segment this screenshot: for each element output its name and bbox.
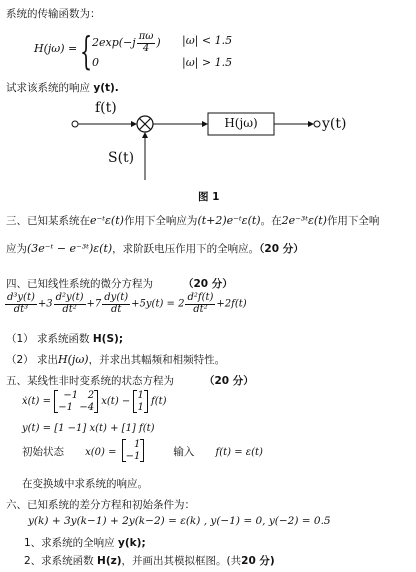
q6-sub1: 1、求系统的全响应 y(k); <box>24 537 146 549</box>
q4-sub2: （2） 求出H(jω)，并求出其幅频和相频特性。 <box>6 353 226 366</box>
h-label: H(jω) <box>224 116 258 130</box>
q4-title: 四、已知线性系统的微分方程为 （20 分） <box>6 278 233 290</box>
q5-output-eq: y(t) = [1 −1] x(t) + [1] f(t) <box>22 423 155 434</box>
initial-vector: 1 −1 <box>122 439 145 462</box>
q5-title: 五、某线性非时变系统的状态方程为 （20 分） <box>6 375 254 387</box>
q4-equation: $\frac{\text{d³y(t)}}{\text{dt³}}$ +3 $\frac{\text{d²y(t)}}{\text{dt²}}$ +7 $\frac{dy(t)}{dt}$ +5y(t) = 2 $\frac{\text{d²f(t)}}{\text{dt²}}$ +2f(t) <box>7 292 247 315</box>
input-arrow <box>131 121 137 127</box>
block-diagram <box>0 94 416 204</box>
tf-case2-cond: |ω| > 1.5 <box>182 56 233 69</box>
s-label: S(t) <box>108 150 135 166</box>
matrix-b: 1 1 <box>133 390 147 413</box>
q5-task: 在变换域中求系统的响应。 <box>22 478 148 490</box>
q3-line1: 三、已知某系统在e⁻ᵗε(t)作用下全响应为(t+2)e⁻ᵗε(t)。在2e⁻³ᵗε(t)作用下全响 <box>6 214 380 227</box>
mid-arrow <box>202 121 208 127</box>
q6-equation: y(k) + 3y(k−1) + 2y(k−2) = ε(k) , y(−1) = 0, y(−2) = 0.5 <box>28 515 331 527</box>
tf-brace: { <box>80 29 93 73</box>
tf-case2: 0 <box>92 56 99 69</box>
q5-initial: 初始状态 x(0) = 1 −1 输入 f(t) = ε(t) <box>22 439 263 462</box>
q6-sub2: 2、求系统函数 H(z)，并画出其模拟框图。(共20 分) <box>24 555 275 567</box>
q4-sub1: （1） 求系统函数 H(S); <box>6 333 124 345</box>
ask-text: 试求该系统的响应 y(t). <box>6 82 119 94</box>
q3-line2: 应为(3e⁻ᵗ − e⁻³ᵗ)ε(t)，求阶跃电压作用下的全响应。（20 分） <box>6 242 304 255</box>
matrix-a: −1 2 −1 −4 <box>54 390 98 413</box>
tf-lhs: H(jω) = <box>34 42 78 55</box>
q5-state-eq: ẋ(t) = −1 2 −1 −4 x(t) − 1 1 f(t) <box>22 390 167 413</box>
output-node <box>314 121 320 127</box>
figure-caption: 图 1 <box>198 191 220 203</box>
tf-case1: 2exp(−j $\frac{\pi\omega}{4}$ ) <box>92 31 161 54</box>
intro-text: 系统的传输函数为： <box>6 8 101 20</box>
output-arrow <box>308 121 314 127</box>
y-label: y(t) <box>322 116 347 132</box>
q6-title: 六、已知系统的差分方程和初始条件为： <box>6 499 195 511</box>
transfer-function <box>34 30 274 76</box>
input-node <box>72 121 78 127</box>
tf-case1-cond: |ω| < 1.5 <box>182 34 233 47</box>
f-label: f(t) <box>95 100 117 116</box>
s-arrow <box>142 132 148 138</box>
